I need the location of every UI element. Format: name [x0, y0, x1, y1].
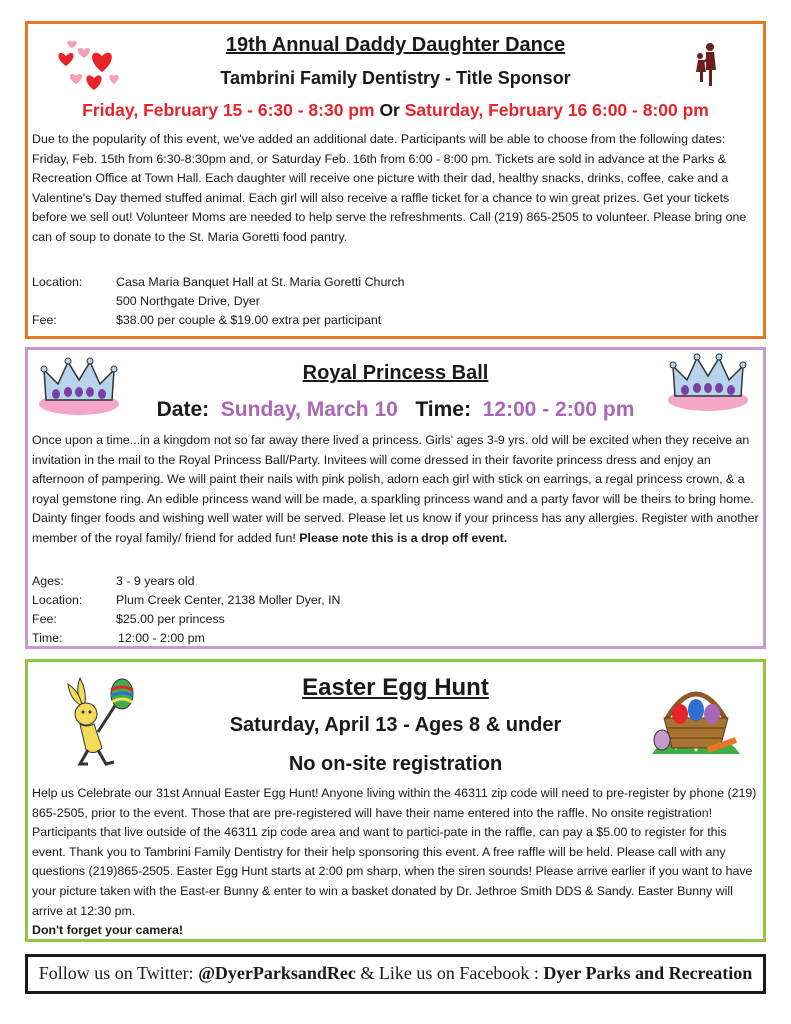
dance-title: 19th Annual Daddy Daughter Dance: [225, 34, 566, 56]
ball-description-text: Once upon a time...in a kingdom not so far away there lived a princess. Girls' ages 3-9 yrs. old will be excited when they receive an invitation in the mail to the Royal Princess Ball/Party. Invitees will come dressed in their favorite princess dress and enjoy an afternoon of pampering. We will paint their nails with pink polish, adorn each girl with stick on earrings, a regal princess crown, & a royal gemstone ring. An edible princess wand will be made, a sparkling princess wand and a party favor will be theirs to bring home. Dainty finger foods and wishing well water will be served. Please let us know if your princess has any allergies. Register with another member of the royal family/ friend for added fun!: [32, 433, 759, 545]
easter-egg-hunt-section: [25, 659, 766, 942]
ball-ages: 3 - 9 years old: [116, 574, 195, 588]
easter-camera-note: Don't forget your camera!: [32, 923, 183, 938]
twitter-prefix: Follow us on Twitter:: [38, 963, 194, 983]
facebook-prefix: & Like us on Facebook :: [360, 963, 539, 983]
ball-time-label: Time:: [415, 398, 471, 421]
easter-description-text: Help us Celebrate our 31st Annual Easter Egg Hunt! Anyone living within the 46311 zip code will need to pre-register by phone (219) 865-2505, prior to the event. Those that are pre-registered will have their name entered into the raffle. No onsite registration! Participants that live outside of the 46311 zip code area and want to partici-pate in the raffle, can pay a $5.00 to register for this event. Thank you to Tambrini Family Dentistry for their help sponsoring this event. A free raffle will be held. Please call with any questions (219)865-2505. Easter Egg Hunt starts at 2:00 pm sharp, when the siren sounds! Please arrive earlier if you want to have your picture taken with the East-er Bunny & enter to win a basket donated by Dr. Jethroe Smith DDS & Sandy. Easter Bunny will arrive at 12:30 pm.: [32, 786, 757, 918]
ball-drop-off-note: Please note this is a drop off event.: [299, 530, 508, 545]
dance-location-line1: Casa Maria Banquet Hall at St. Maria Goretti Church: [116, 275, 405, 289]
dance-date-2: Saturday, February 16 6:00 - 8:00 pm: [404, 100, 709, 120]
ball-description: [32, 431, 762, 549]
dance-sponsor: Tambrini Family Dentistry - Title Sponsor: [220, 68, 571, 88]
dance-or: Or: [379, 100, 400, 120]
easter-title: Easter Egg Hunt: [302, 674, 489, 701]
easter-description: [32, 784, 762, 941]
ball-date-time: [28, 398, 763, 422]
ball-ages-label: Ages:: [32, 574, 64, 588]
ball-date: Sunday, March 10: [220, 398, 398, 421]
ball-title: Royal Princess Ball: [302, 362, 489, 384]
dance-location-line2: 500 Northgate Drive, Dyer: [116, 294, 260, 308]
dance-fee: $38.00 per couple & $19.00 extra per participant: [116, 313, 382, 327]
princess-crown-icon: [665, 352, 751, 414]
ball-location: Plum Creek Center, 2138 Moller Dyer, IN: [116, 593, 341, 607]
dance-fee-label: Fee:: [32, 313, 57, 327]
facebook-page-link[interactable]: Dyer Parks and Recreation: [543, 963, 753, 983]
ball-fee-label: Fee:: [32, 612, 57, 626]
ball-time-row-label: Time:: [32, 631, 63, 645]
footer-text: [28, 963, 763, 984]
ball-time: 12:00 - 2:00 pm: [482, 398, 635, 421]
daddy-daughter-dance-section: [25, 21, 766, 339]
ball-time-row-value: 12:00 - 2:00 pm: [118, 631, 205, 645]
ball-date-label: Date:: [156, 398, 210, 421]
easter-basket-icon: [646, 674, 746, 760]
twitter-handle-link[interactable]: @DyerParksandRec: [198, 963, 356, 983]
social-media-footer: [25, 954, 766, 994]
easter-subtitle: Saturday, April 13 - Ages 8 & under: [229, 714, 562, 736]
dance-location-label: Location:: [32, 275, 83, 289]
royal-princess-ball-section: [25, 347, 766, 649]
ball-fee: $25.00 per princess: [116, 612, 225, 626]
dance-date-1: Friday, February 15 - 6:30 - 8:30 pm: [82, 100, 375, 120]
ball-location-label: Location:: [32, 593, 83, 607]
easter-registration-note: No on-site registration: [288, 753, 503, 775]
dance-description: Due to the popularity of this event, we've added an additional date. Participants will be able to choose from the following dates: Friday, Feb. 15th from 6:30-8:30pm and, or Saturday Feb. 16th from 6:00 - 8:00 pm. Tickets are sold in advance at the Parks & Recreation Office at Town Hall. Each daughter will receive one picture with their dad, healthy snacks, drinks, coffee, cake and a Valentine's Day themed stuffed animal. Each girl will also receive a raffle ticket for a chance to win great prizes. Get your tickets before we sell out! Volunteer Moms are needed to help serve the refreshments. Call (219) 865-2505 to volunteer. Please bring one can of soup to donate to the St. Maria Goretti food pantry.: [32, 132, 747, 244]
dance-dates: [28, 100, 763, 121]
dancing-couple-icon: [692, 42, 722, 88]
